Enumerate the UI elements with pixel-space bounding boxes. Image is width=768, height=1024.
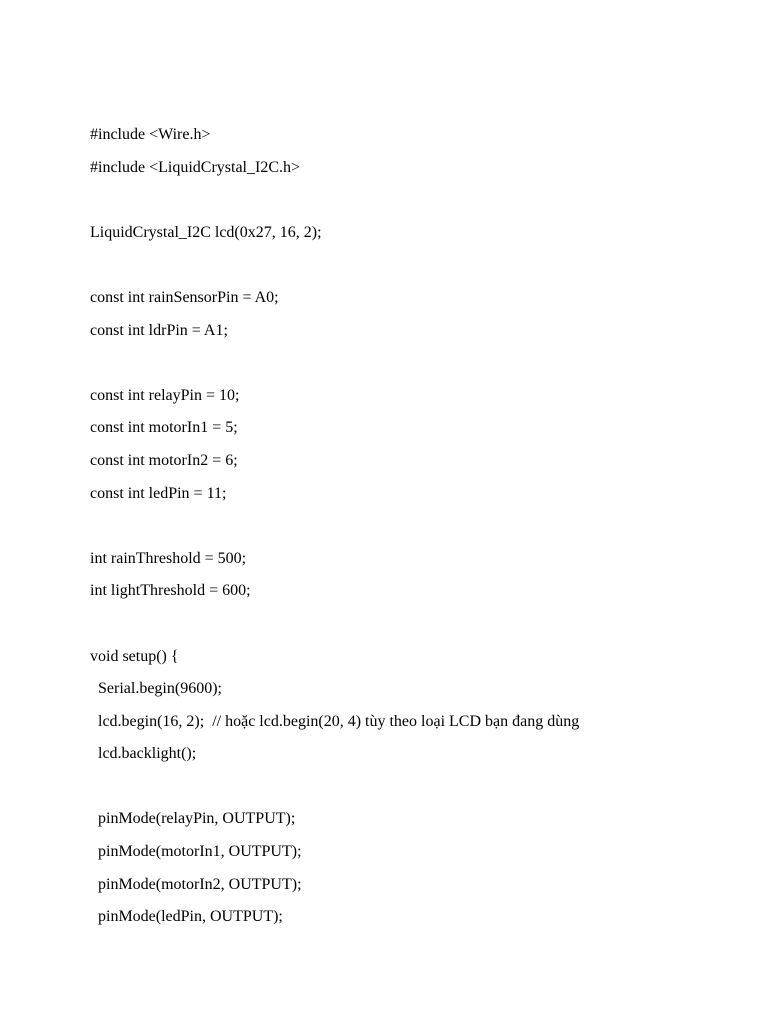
- code-line: const int ldrPin = A1;: [90, 321, 228, 339]
- code-line: LiquidCrystal_I2C lcd(0x27, 16, 2);: [90, 223, 322, 241]
- code-line: #include <LiquidCrystal_I2C.h>: [90, 158, 301, 176]
- code-line: const int relayPin = 10;: [90, 386, 240, 404]
- code-line: const int ledPin = 11;: [90, 484, 227, 502]
- code-line: Serial.begin(9600);: [90, 680, 222, 698]
- code-line: const int motorIn2 = 6;: [90, 451, 238, 469]
- code-line: [90, 189, 750, 222]
- code-line: lcd.begin(16, 2); // hoặc lcd.begin(20, 4) tùy theo loại LCD bạn đang dùng: [90, 712, 580, 730]
- code-line: pinMode(ledPin, OUTPUT);: [90, 908, 283, 926]
- code-line: void setup() {: [90, 647, 179, 665]
- code-line: lcd.backlight();: [90, 745, 197, 763]
- code-line: [90, 352, 750, 385]
- code-line: int rainThreshold = 500;: [90, 549, 247, 567]
- code-line: [90, 613, 750, 646]
- code-line: [90, 515, 750, 548]
- code-line: #include <Wire.h>: [90, 126, 211, 143]
- code-line: pinMode(relayPin, OUTPUT);: [90, 810, 296, 828]
- code-line: [90, 776, 750, 809]
- code-listing: [90, 124, 750, 939]
- code-line: [90, 254, 750, 287]
- code-line: int lightThreshold = 600;: [90, 582, 251, 600]
- code-line: const int motorIn1 = 5;: [90, 419, 238, 437]
- code-line: const int rainSensorPin = A0;: [90, 288, 279, 306]
- code-line: pinMode(motorIn1, OUTPUT);: [90, 843, 302, 861]
- code-line: pinMode(motorIn2, OUTPUT);: [90, 875, 302, 893]
